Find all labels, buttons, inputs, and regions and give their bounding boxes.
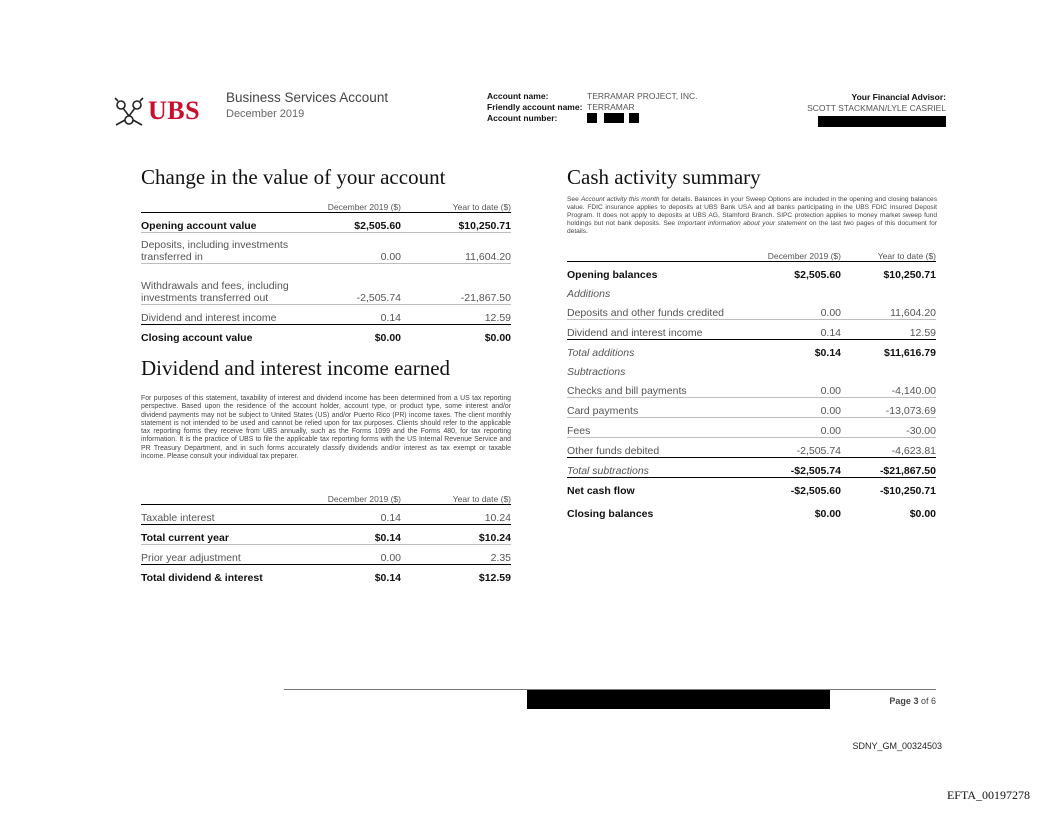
cash-activity-title: Cash activity summary [567,165,761,189]
page-number: Page 3 of 6 [889,696,936,706]
table-row: Deposits, including investments transferred in 0.00 11,604.20 [141,233,511,264]
table-row: Total subtractions -$2,505.74 -$21,867.50 [567,458,936,478]
section-label: Subtractions [567,366,626,378]
tax-disclaimer-paragraph: For purposes of this statement, taxability of interest and dividend income has been determined from a US tax reporting perspective. Based upon the residence of the account holder, account type, or product type, some interest and/or dividend payments may not be subject to United States (US) and/or Puerto Rico (PR) income taxes. The client monthly statement is not intended to be used and cannot be relied upon for tax purposes. Clients should refer to the applicable tax reporting forms they receive from UBS annually, such as the Forms 1099 and the Forms 480, for tax reporting information. It is the practice of UBS to file the applicable tax reporting forms with the US Internal Revenue Service and PR Treasury Department, and in such forms accurately classify dividends and/or interest as tax exempt or taxable income. Please consult your individual tax preparer. [141,395,511,461]
table-row: Total additions $0.14 $11,616.79 [567,340,936,360]
friendly-name-value: TERRAMAR [587,102,635,112]
friendly-name-label: Friendly account name: [487,102,583,112]
column-header-month: December 2019 ($) [327,494,401,504]
section-label: Additions [567,288,611,300]
account-activity-reference: Account activity this month [580,196,660,203]
table-row: Total current year $0.14 $10.24 [141,525,511,545]
column-header-month: December 2019 ($) [327,202,401,212]
statement-month: December 2019 [226,108,305,120]
table-row: Card payments 0.00 -13,073.69 [567,398,936,418]
brand-logo: UBS [148,96,201,125]
dividend-table [141,488,511,584]
dividend-title: Dividend and interest income earned [141,356,451,380]
column-header-ytd: Year to date ($) [452,202,511,212]
table-row: Closing account value $0.00 $0.00 [141,325,511,345]
account-number-label: Account number: [487,113,558,123]
table-row: Opening account value $2,505.60 $10,250.71 [141,213,511,233]
table-row: Total dividend & interest $0.14 $12.59 [141,565,511,585]
table-row: Prior year adjustment 0.00 2.35 [141,545,511,565]
column-header-ytd: Year to date ($) [877,251,936,261]
advisor-label: Your Financial Advisor: [851,92,946,102]
redaction-box [604,113,624,123]
important-information-reference: Important information about your statement [677,220,807,227]
table-row: Fees 0.00 -30.00 [567,418,936,438]
table-row: Closing balances $0.00 $0.00 [567,508,936,520]
table-row: Taxable interest 0.14 10.24 [141,505,511,525]
change-value-title: Change in the value of your account [141,165,446,189]
account-name-value: TERRAMAR PROJECT, INC. [587,91,698,101]
table-row: Dividend and interest income 0.14 12.59 [567,320,936,340]
redaction-box [527,690,830,709]
table-row: Withdrawals and fees, including investments transferred out -2,505.74 -21,867.50 [141,264,511,305]
column-header-month: December 2019 ($) [767,251,841,261]
advisor-name: SCOTT STACKMAN/LYLE CASRIEL [807,103,946,113]
table-row: Deposits and other funds credited 0.00 11,604.20 [567,307,936,319]
ubs-keys-logo-icon [112,96,146,128]
column-header-ytd: Year to date ($) [452,494,511,504]
redaction-box [629,113,639,123]
change-value-table [141,196,511,344]
table-row: Dividend and interest income 0.14 12.59 [141,305,511,325]
bates-number: SDNY_GM_00324503 [852,741,942,751]
table-row: Checks and bill payments 0.00 -4,140.00 [567,385,936,397]
account-name-label: Account name: [487,91,549,101]
redaction-box [818,116,946,127]
document-id: EFTA_00197278 [946,788,1030,802]
redaction-box [587,113,597,123]
table-row: Net cash flow -$2,505.60 -$10,250.71 [567,478,936,498]
cash-intro-paragraph: See Account activity this month for details. Balances in your Sweep Options are included in the opening and closing balances value. FDIC insurance applies to deposits at UBS Bank USA and all banks participating in the UBS FDIC Insured Deposit Program. It does not apply to deposits at UBS AG, Stamford Branch. SIPC protection applies to money market sweep fund holdings but not bank deposits. See Important information about your statement on the last two pages of this document for details. [567,196,937,235]
cash-activity-table [567,245,936,520]
account-type: Business Services Account [226,90,389,105]
table-row: Other funds debited -2,505.74 -4,623.81 [567,438,936,458]
table-row: Opening balances $2,505.60 $10,250.71 [567,262,936,282]
